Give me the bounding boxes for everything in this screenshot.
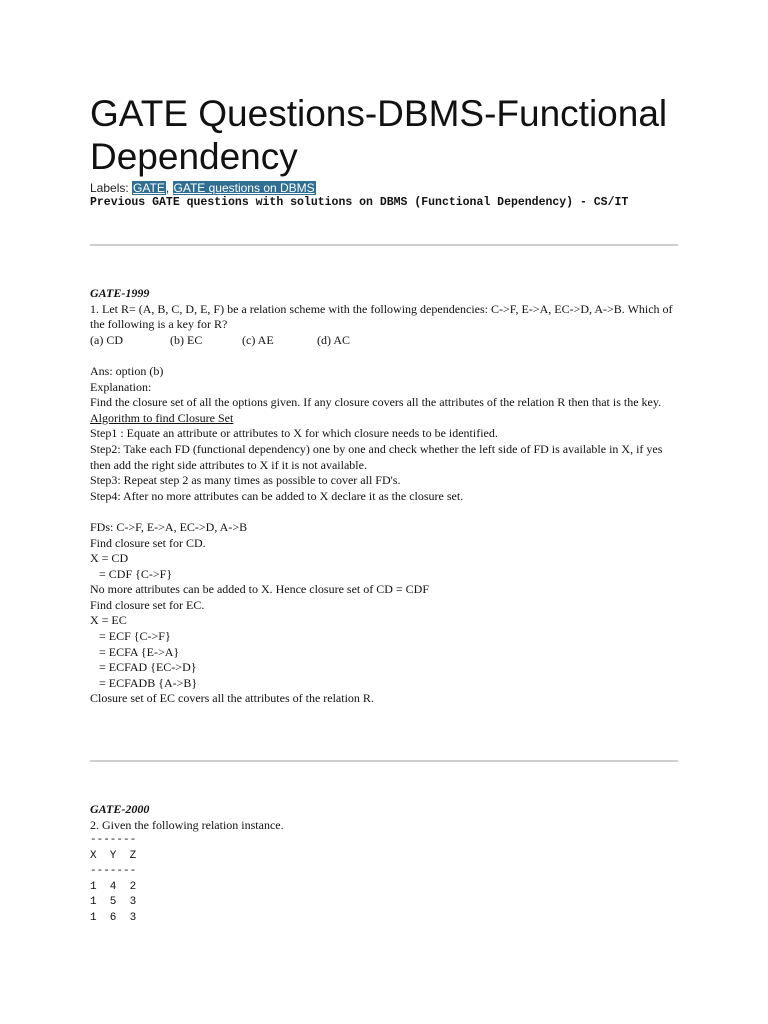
work-line: Find closure set for CD. — [90, 535, 206, 550]
explanation-text: Find the closure set of all the options given. If any closure covers all the attributes of the relation R then that is the key. — [90, 395, 662, 410]
work-line: No more attributes can be added to X. Hence closure set of CD = CDF — [90, 582, 430, 597]
option-d: (d) AC — [317, 332, 350, 347]
question-text: 2. Given the following relation instance. — [90, 817, 284, 832]
fd-list: FDs: C->F, E->A, EC->D, A->B — [90, 519, 248, 534]
algorithm-heading: Algorithm to find Closure Set — [90, 410, 234, 425]
question-year: GATE-1999 — [90, 286, 150, 300]
work-line: = ECFADB {A->B} — [99, 675, 198, 690]
table-header: X Y Z — [90, 849, 137, 862]
answer: Ans: option (b) — [90, 363, 164, 378]
work-line: = ECFA {E->A} — [99, 644, 180, 659]
label-link-gate[interactable]: GATE — [133, 181, 165, 195]
table-line: ------- — [90, 834, 137, 847]
work-line: X = EC — [90, 613, 127, 628]
labels-row: Labels: GATE, GATE questions on DBMS — [90, 181, 315, 195]
table-row: 1 5 3 — [90, 896, 137, 909]
work-line: = ECFAD {EC->D} — [99, 660, 197, 675]
divider — [90, 244, 678, 246]
answer-options — [90, 333, 680, 349]
table-row: 1 4 2 — [90, 880, 137, 893]
conclusion: Closure set of EC covers all the attributes of the relation R. — [90, 691, 374, 706]
question-block-1 — [90, 286, 680, 707]
option-b: (b) EC — [170, 332, 203, 347]
algorithm-step-3: Step3: Repeat step 2 as many times as possible to cover all FD's. — [90, 473, 401, 488]
explanation-label: Explanation: — [90, 379, 152, 394]
work-line: = ECF {C->F} — [99, 629, 171, 644]
algorithm-step-2: Step2: Take each FD (functional dependency) one by one and check whether the left side of FD is available in X, if yes then add the right side attributes to X if it is not available. — [90, 441, 663, 472]
subtitle: Previous GATE questions with solutions on DBMS (Functional Dependency) - CS/IT — [90, 196, 629, 209]
page-title: GATE Questions-DBMS-Functional Dependency — [90, 93, 668, 177]
algorithm-step-4: Step4: After no more attributes can be added to X declare it as the closure set. — [90, 488, 464, 503]
question-year: GATE-2000 — [90, 802, 150, 816]
question-block-2 — [90, 802, 680, 926]
table-row: 1 6 3 — [90, 911, 137, 924]
label-link-gate-dbms[interactable]: GATE questions on DBMS — [173, 181, 315, 195]
table-line: ------- — [90, 865, 137, 878]
question-text: 1. Let R= (A, B, C, D, E, F) be a relation scheme with the following dependencies: C->F, E->A, EC->D, A->B. Which of the following is a key for R? — [90, 301, 673, 332]
work-line: = CDF {C->F} — [99, 566, 173, 581]
work-line: X = CD — [90, 551, 129, 566]
option-c: (c) AE — [242, 332, 274, 347]
option-a: (a) CD — [90, 332, 123, 347]
divider — [90, 760, 678, 762]
labels-prefix: Labels: — [90, 181, 129, 195]
work-line: Find closure set for EC. — [90, 597, 205, 612]
algorithm-step-1: Step1 : Equate an attribute or attributes to X for which closure needs to be identified. — [90, 426, 498, 441]
relation-table — [90, 833, 680, 926]
